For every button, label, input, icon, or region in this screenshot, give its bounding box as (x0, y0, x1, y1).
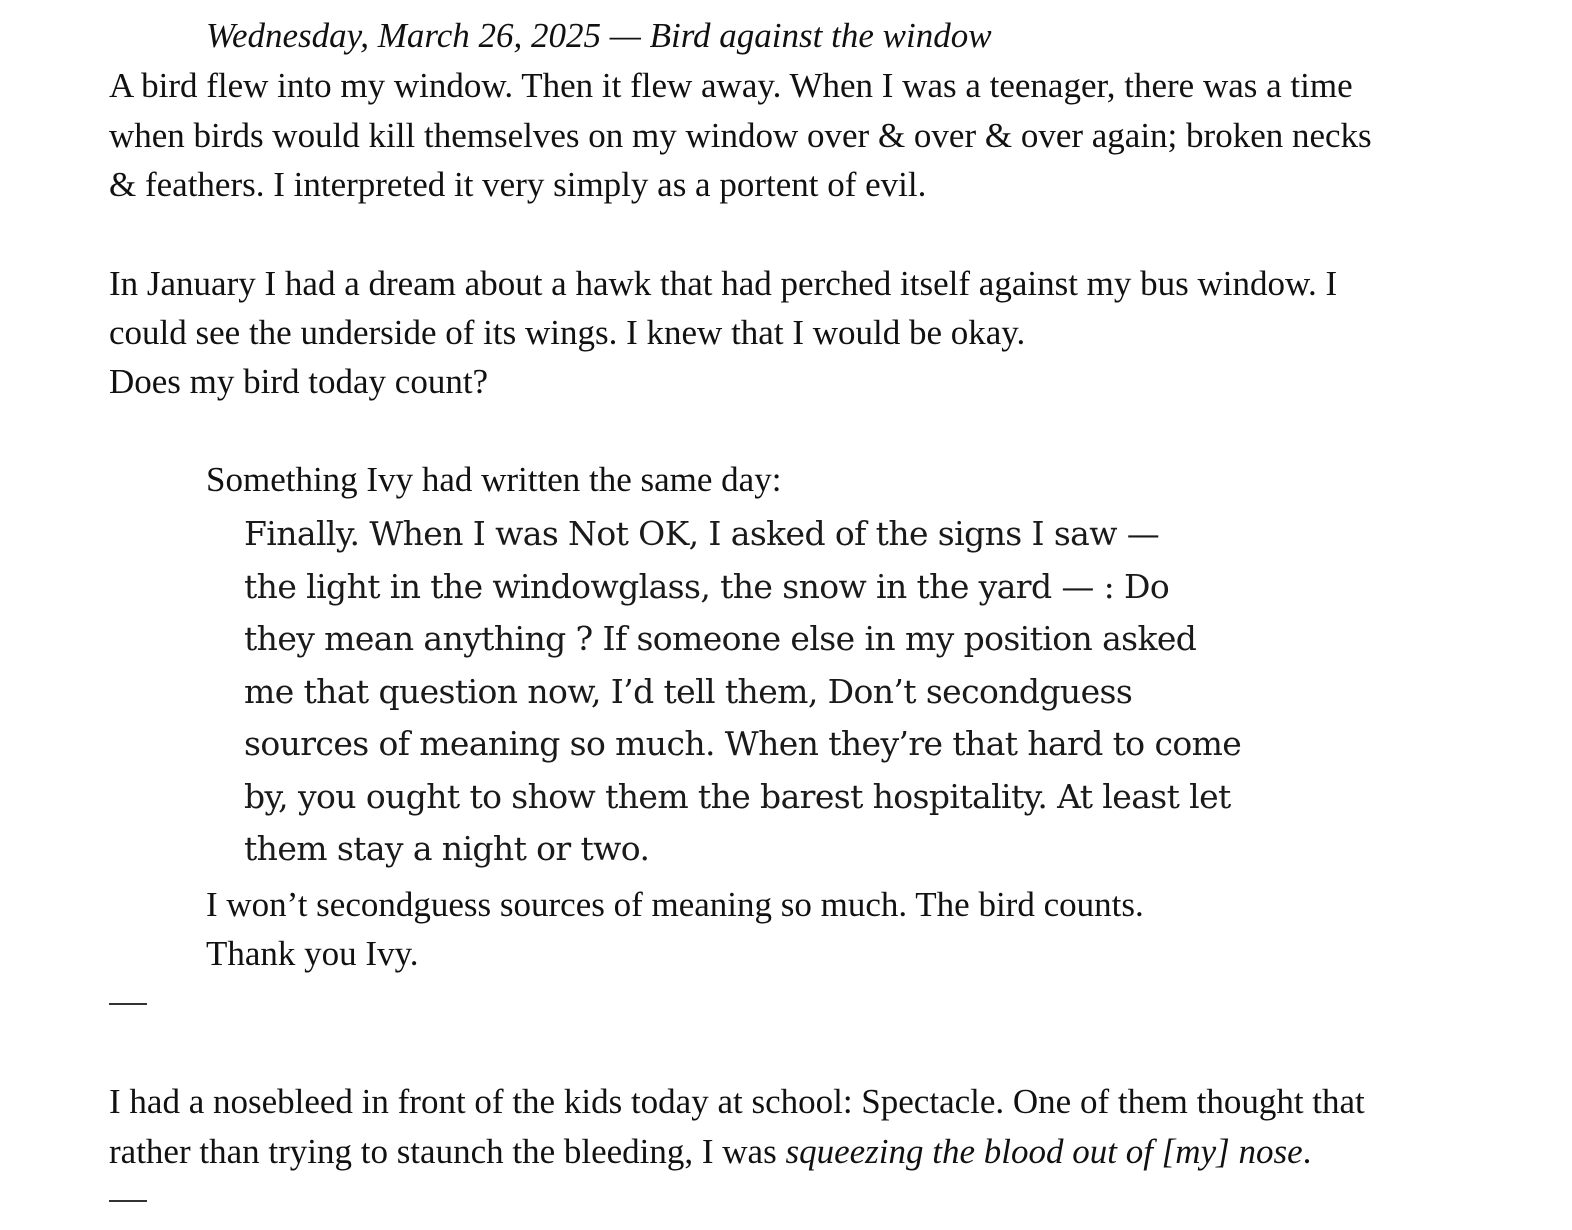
paragraph1-line3: & feathers. I interpreted it very simply as a portent of evil. (109, 165, 927, 204)
paragraph2-line1: In January I had a dream about a hawk that had perched itself against my bus window. I (109, 264, 1338, 303)
paragraph1-line2: when birds would kill themselves on my window over & over & over again; broken necks (109, 116, 1372, 155)
section-divider (109, 1200, 147, 1202)
ivy-quote-line: sources of meaning so much. When they’re that hard to come (244, 724, 1242, 763)
response-line2: Thank you Ivy. (206, 934, 419, 973)
paragraph3-line2-text: rather than trying to staunch the bleeding, I was (109, 1132, 786, 1171)
paragraph3-period: . (1302, 1132, 1312, 1171)
paragraph3-emphasis: squeezing the blood out of [my] nose (785, 1132, 1303, 1171)
paragraph3-line2 (109, 1132, 1311, 1172)
section-divider (109, 1003, 147, 1005)
entry-heading: Wednesday, March 26, 2025 — Bird against the window (206, 16, 992, 55)
ivy-quote-line: the light in the windowglass, the snow in the yard — : Do (244, 566, 1170, 606)
response-line1: I won’t secondguess sources of meaning so much. The bird counts. (206, 885, 1144, 924)
paragraph2-line2: could see the underside of its wings. I knew that I would be okay. (109, 313, 1026, 352)
paragraph1-line1: A bird flew into my window. Then it flew away. When I was a teenager, there was a time (109, 66, 1353, 105)
ivy-quote-line: they mean anything ? If someone else in my position asked (244, 619, 1197, 658)
ivy-quote-line: by, you ought to show them the barest hospitality. At least let (244, 776, 1231, 816)
ivy-quote (244, 508, 1241, 876)
ivy-quote-line: them stay a night or two. (244, 829, 650, 868)
ivy-intro: Something Ivy had written the same day: (206, 460, 782, 499)
paragraph3-line1: I had a nosebleed in front of the kids today at school: Spectacle. One of them thought that (109, 1082, 1365, 1121)
ivy-quote-line: Finally. When I was Not OK, I asked of the signs I saw — (244, 514, 1160, 553)
ivy-quote-line: me that question now, I’d tell them, Don’t secondguess (244, 671, 1133, 711)
paragraph2-line3: Does my bird today count? (109, 362, 489, 401)
